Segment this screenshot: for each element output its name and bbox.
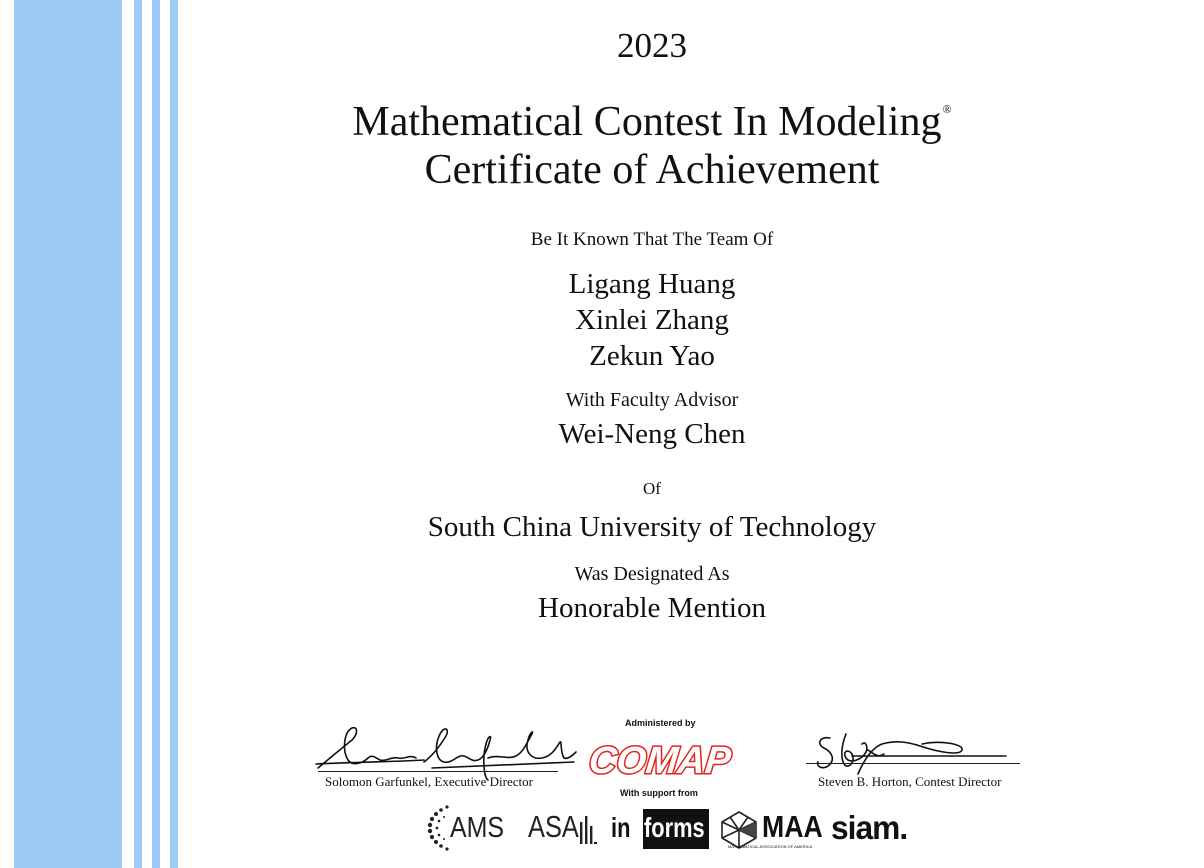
institution-name: South China University of Technology bbox=[427, 511, 877, 543]
comap-logo-text: COMAP bbox=[586, 740, 733, 782]
informs-logo-in: in bbox=[611, 812, 631, 843]
advisor-label: With Faculty Advisor bbox=[565, 389, 739, 411]
siam-logo: siam. bbox=[831, 809, 908, 846]
team-member-2: Xinlei Zhang bbox=[575, 304, 729, 336]
right-signature-icon bbox=[812, 730, 1008, 780]
designation-label: Was Designated As bbox=[574, 563, 730, 585]
team-member-3: Zekun Yao bbox=[589, 340, 715, 372]
award-designation: Honorable Mention bbox=[538, 592, 766, 624]
with-support-from-label: With support from bbox=[620, 788, 698, 798]
decorative-stripe-thin-3 bbox=[170, 0, 178, 868]
of-label: Of bbox=[643, 479, 661, 498]
contest-name bbox=[250, 86, 1054, 145]
certificate-title: Certificate of Achievement bbox=[424, 147, 880, 193]
decorative-stripe-thin-2 bbox=[152, 0, 160, 868]
left-signature-icon bbox=[312, 718, 578, 782]
maa-subtitle: MATHEMATICAL ASSOCIATION OF AMERICA bbox=[728, 844, 813, 849]
bar-mark-icon bbox=[578, 814, 598, 846]
registered-mark: ® bbox=[942, 102, 952, 116]
ams-logo: AMS bbox=[450, 812, 505, 844]
contest-year: 2023 bbox=[617, 26, 687, 65]
left-signature-caption: Solomon Garfunkel, Executive Director bbox=[325, 774, 533, 789]
right-signature-caption: Steven B. Horton, Contest Director bbox=[818, 774, 1002, 789]
intro-text: Be It Known That The Team Of bbox=[530, 229, 774, 250]
right-signature-line bbox=[806, 763, 1020, 764]
comap-logo bbox=[586, 731, 733, 783]
administered-by-label: Administered by bbox=[625, 718, 696, 728]
contest-name-text: Mathematical Contest In Modeling bbox=[352, 99, 942, 145]
asa-logo: ASA bbox=[528, 809, 579, 844]
decorative-stripe-thin-1 bbox=[134, 0, 142, 868]
advisor-name: Wei-Neng Chen bbox=[558, 418, 746, 450]
left-signature-line bbox=[318, 771, 558, 772]
decorative-stripe-wide bbox=[14, 0, 122, 868]
informs-logo-forms: forms bbox=[644, 812, 705, 843]
team-member-1: Ligang Huang bbox=[568, 268, 736, 300]
maa-logo: MAA bbox=[762, 809, 823, 844]
